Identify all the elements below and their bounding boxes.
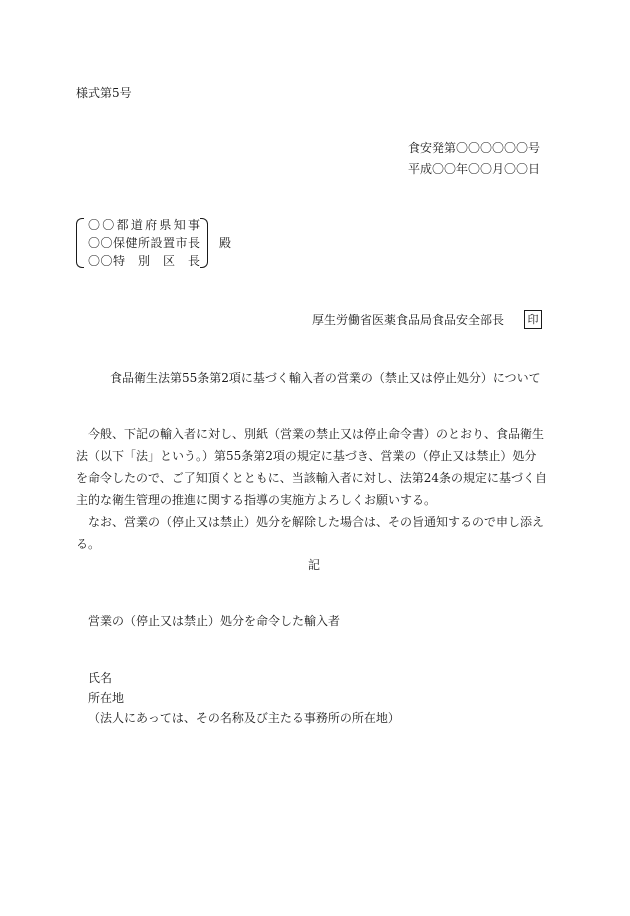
address-label: 所在地 (88, 691, 125, 705)
body-text (76, 423, 548, 555)
target-heading: 営業の（停止又は禁止）処分を命令した輸入者 (88, 614, 341, 628)
document-date: 平成〇〇年〇〇月〇〇日 (408, 162, 541, 176)
right-bracket (200, 218, 208, 268)
address-note: （法人にあっては、その名称及び主たる事務所の所在地） (88, 711, 400, 725)
form-number: 様式第5号 (76, 86, 132, 100)
seal-mark: 印 (524, 310, 542, 329)
name-label: 氏名 (88, 671, 113, 685)
ki-heading: 記 (308, 558, 321, 572)
subject-line: 食品衛生法第55条第2項に基づく輸入者の営業の（禁止又は停止処分）について (110, 371, 541, 385)
document-number: 食安発第〇〇〇〇〇〇号 (408, 141, 541, 155)
honorific: 殿 (219, 236, 232, 250)
sender: 厚生労働省医薬食品局食品安全部長 (312, 313, 505, 327)
importer-details (88, 669, 400, 729)
addressee-prefecture-governor: 〇〇都道府県知事 (88, 218, 200, 232)
body-paragraph: なお、営業の（停止又は禁止）処分を解除した場合は、その旨通知するので申し添える。 (76, 515, 545, 551)
addressee-block (76, 217, 246, 269)
addressee-list (88, 216, 200, 270)
left-bracket (76, 218, 84, 268)
addressee-city-mayor: 〇〇保健所設置市長 (88, 236, 200, 250)
body-paragraph: 今般、下記の輸入者に対し、別紙（営業の禁止又は停止命令書）のとおり、食品衛生法（以下「法」という。）第55条第2項の規定に基づき、営業の（停止又は禁止）処分を命令したので、ご了知頂くとともに、当該輸入者に対し、法第24条の規定に基づく自主的な衛生管理の推進に関する指導の実施方よろしくお願いする。 (76, 427, 548, 507)
reference-block (408, 139, 540, 181)
addressee-special-ward-head: 〇〇特 別 区 長 (88, 254, 200, 268)
